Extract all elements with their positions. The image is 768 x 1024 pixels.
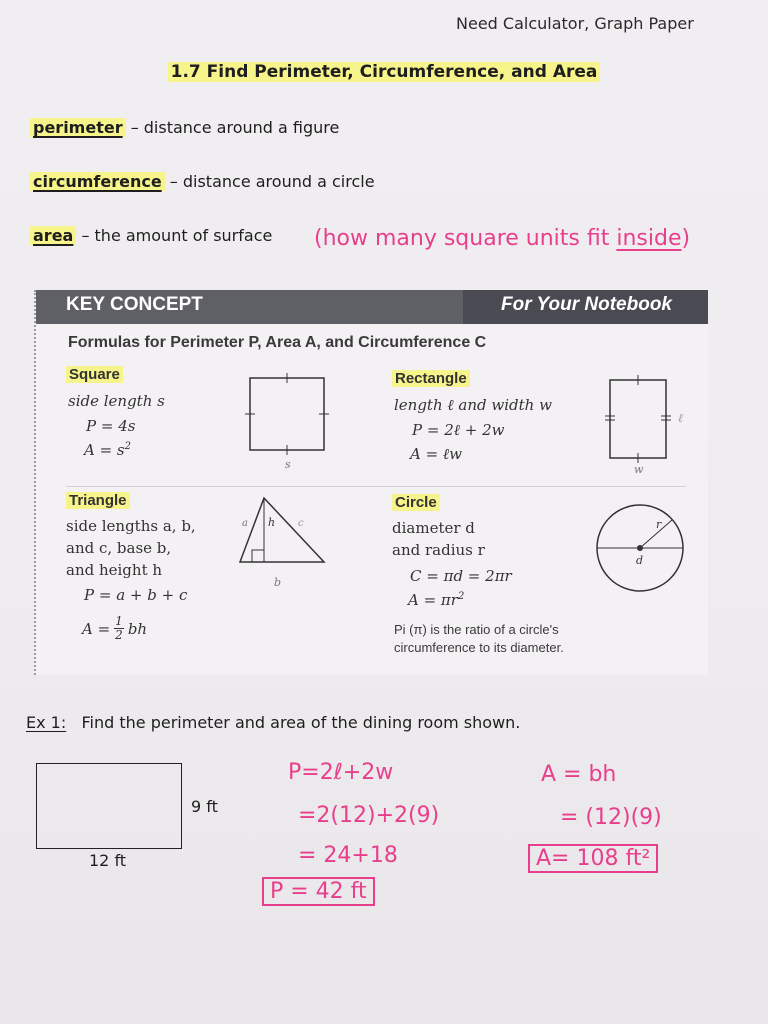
area-formula: A = bh [541, 762, 617, 787]
definition-text: – distance around a figure [130, 118, 340, 137]
circle-diagram [592, 500, 688, 596]
perimeter-substitution: =2(12)+2(9) [298, 803, 440, 828]
rectangle-length-label: ℓ [678, 411, 683, 425]
triangle-desc-2: and c, base b, [66, 539, 172, 557]
term-area: area [30, 226, 76, 245]
section-divider [66, 486, 686, 487]
example-label: Ex 1: [26, 713, 67, 732]
rectangle-name: Rectangle [392, 370, 470, 387]
triangle-area: A = $\frac{1}{2}$ bh [82, 614, 148, 642]
triangle-desc-3: and height h [66, 561, 163, 579]
definition-text: – the amount of surface [81, 226, 273, 245]
triangle-perimeter: P = a + b + c [84, 586, 188, 604]
rectangle-desc: length ℓ and width w [394, 396, 552, 414]
one-half-fraction: $\frac{1}{2}$ [115, 614, 123, 642]
circle-circumference: C = πd = 2πr [410, 567, 512, 585]
triangle-c-label: c [298, 518, 304, 529]
perimeter-sum: = 24+18 [298, 843, 398, 868]
square-area: $A = s^2$ [84, 441, 132, 459]
circle-r-label: r [656, 518, 662, 531]
notebook-tag: For Your Notebook [501, 294, 672, 315]
title-text: 1.7 Find Perimeter, Circumference, and Area [168, 62, 601, 82]
definition-perimeter [30, 118, 339, 137]
key-concept-label: KEY CONCEPT [66, 294, 203, 315]
square-perimeter: P = 4s [86, 417, 136, 435]
supplies-note: Need Calculator, Graph Paper [456, 14, 694, 33]
definition-text: – distance around a circle [169, 172, 375, 191]
term-perimeter: perimeter [30, 118, 126, 137]
definition-circumference [30, 172, 375, 191]
perimeter-formula: P=2ℓ+2w [288, 760, 394, 785]
rectangle-area: A = ℓw [410, 445, 463, 463]
square-name: Square [66, 366, 123, 383]
area-answer: A= 108 ft² [528, 844, 658, 873]
circle-area: $A = \pi r^2$ [408, 591, 465, 609]
perimeter-answer: P = 42 ft [262, 877, 375, 906]
rectangle-perimeter: P = 2ℓ + 2w [412, 421, 505, 439]
handwritten-note: (how many square units fit inside) [314, 226, 691, 251]
example-prompt [26, 713, 520, 732]
room-width-label: 9 ft [191, 797, 218, 816]
rectangle-width-label: w [634, 463, 644, 474]
formulas-heading: Formulas for Perimeter P, Area A, and Circumference C [68, 334, 487, 351]
room-length-label: 12 ft [89, 851, 127, 870]
square-desc: side length s [68, 392, 165, 410]
dining-room-rectangle [36, 763, 182, 849]
circle-desc-1: diameter d [392, 519, 475, 537]
term-circumference: circumference [30, 172, 165, 191]
rectangle-diagram [602, 374, 692, 474]
circle-d-label: d [636, 554, 644, 567]
square-diagram [240, 370, 330, 470]
triangle-a-label: a [242, 518, 248, 529]
triangle-h-label: h [268, 516, 276, 529]
area-substitution: = (12)(9) [560, 805, 662, 830]
triangle-b-label: b [274, 576, 282, 589]
example-question: Find the perimeter and area of the dining room shown. [81, 713, 521, 732]
pi-note: Pi (π) is the ratio of a circle's circumference to its diameter. [394, 622, 564, 655]
key-concept-box [34, 290, 708, 675]
triangle-diagram [234, 494, 334, 590]
definition-area [30, 226, 272, 245]
circle-name: Circle [392, 494, 440, 511]
triangle-desc-1: side lengths a, b, [66, 517, 196, 535]
page-title [0, 62, 768, 82]
triangle-name: Triangle [66, 492, 130, 509]
circle-desc-2: and radius r [392, 541, 485, 559]
square-side-label: s [285, 458, 291, 470]
